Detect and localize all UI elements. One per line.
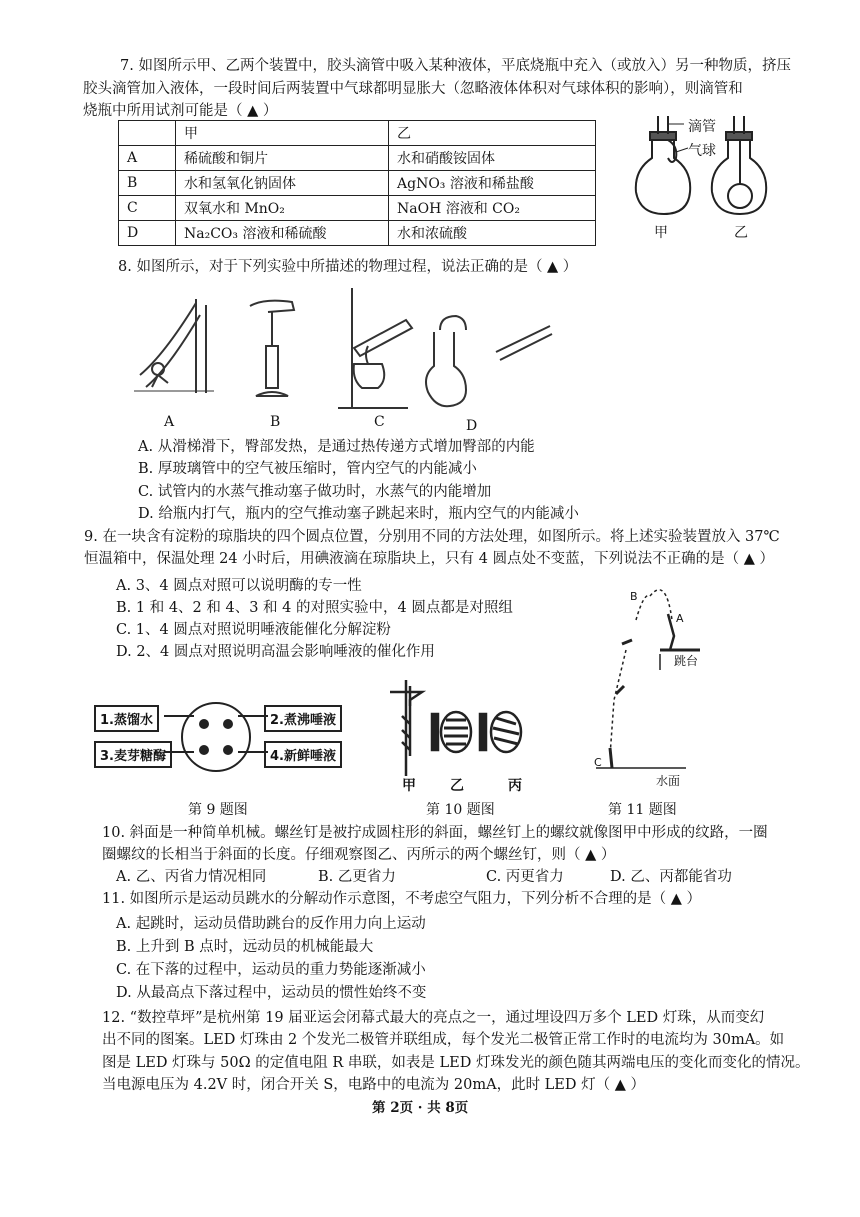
page-number: 第 2页 · 共 8页	[372, 1100, 469, 1116]
fig11-diving-diagram	[596, 580, 736, 780]
fig8-label-a: A	[164, 414, 175, 430]
table-cell: NaOH 溶液和 CO₂	[389, 196, 596, 221]
dropper-label: 滴管	[688, 119, 716, 135]
table-row	[119, 146, 596, 171]
fig11-caption: 第 11 题图	[608, 802, 677, 818]
q8-option-d: D. 给瓶内打气，瓶内的空气推动塞子跳起来时，瓶内空气的内能减小	[138, 506, 579, 522]
q12-stem-line-3: 图是 LED 灯珠与 50Ω 的定值电阻 R 串联，如表是 LED 灯珠发光的颜色随其两端电压的变化而变化的情况。	[102, 1055, 810, 1071]
q10-stem-line-2: 圈螺纹的长相当于斜面的长度。仔细观察图乙、丙所示的两个螺丝钉，则（ ▲ ）	[102, 847, 616, 863]
fig9-box-2: 2.煮沸唾液	[264, 705, 342, 732]
q9-stem-line-1: 9. 在一块含有淀粉的琼脂块的四个圆点位置，分别用不同的方法处理，如图所示。将上述实验装置放入 37℃	[84, 529, 780, 545]
q8-figure-a-slide	[134, 295, 214, 395]
table-cell: C	[119, 196, 176, 221]
flask-jia-label: 甲	[654, 225, 668, 241]
fig11-label-b: B	[630, 590, 638, 603]
fig8-label-c: C	[374, 414, 385, 430]
table-cell: A	[119, 146, 176, 171]
fig9-box-3: 3.麦芽糖酶	[94, 741, 172, 768]
q10-option-b: B. 乙更省力	[318, 869, 396, 885]
q8-figure-d-flask-pump	[426, 312, 556, 412]
flask-yi-label: 乙	[734, 225, 748, 241]
fig10-label-jia: 甲	[402, 778, 416, 794]
balloon-label: 气球	[688, 143, 716, 159]
q8-figure-b-compression-tube	[244, 296, 304, 406]
table-cell: 水和浓硫酸	[389, 221, 596, 246]
q11-stem: 11. 如图所示是运动员跳水的分解动作示意图，不考虑空气阻力，下列分析不合理的是（ ▲ ）	[102, 891, 702, 907]
table-cell: Na₂CO₃ 溶液和稀硫酸	[176, 221, 389, 246]
table-cell: 水和硝酸铵固体	[389, 146, 596, 171]
q7-table	[118, 120, 596, 246]
q11-option-c: C. 在下落的过程中，运动员的重力势能逐渐减小	[116, 962, 426, 978]
q9-option-c: C. 1、4 圆点对照说明唾液能催化分解淀粉	[116, 622, 391, 638]
fig8-label-b: B	[270, 414, 281, 430]
q10-stem-line-1: 10. 斜面是一种简单机械。螺丝钉是被拧成圆柱形的斜面，螺丝钉上的螺纹就像图甲中形成的纹路，一圈	[102, 825, 768, 841]
table-cell: D	[119, 221, 176, 246]
fig11-platform-label: 跳台	[674, 654, 699, 668]
table-cell: 稀硫酸和铜片	[176, 146, 389, 171]
table-row	[119, 196, 596, 221]
table-row	[119, 221, 596, 246]
q9-option-b: B. 1 和 4、2 和 4、3 和 4 的对照实验中，4 圆点都是对照组	[116, 600, 513, 616]
fig10-label-bing: 丙	[508, 778, 522, 794]
q7-stem-line-3: 烧瓶中所用试剂可能是（ ▲ ）	[83, 103, 278, 119]
fig9-caption: 第 9 题图	[188, 802, 248, 818]
fig8-label-d: D	[466, 418, 478, 434]
fig10-screws	[380, 676, 540, 786]
q12-stem-line-2: 出不同的图案。LED 灯珠由 2 个发光二极管并联组成，每个发光二极管正常工作时的电流均为 30mA。如	[102, 1032, 785, 1048]
fig11-label-a: A	[676, 612, 684, 625]
q8-option-b: B. 厚玻璃管中的空气被压缩时，管内空气的内能减小	[138, 461, 477, 477]
table-cell: AgNO₃ 溶液和稀盐酸	[389, 171, 596, 196]
table-cell: 甲	[176, 121, 389, 146]
q11-option-d: D. 从最高点下落过程中，运动员的惯性始终不变	[116, 985, 427, 1001]
fig9-box-1: 1.蒸馏水	[94, 705, 159, 732]
q10-option-c: C. 丙更省力	[486, 869, 564, 885]
fig10-caption: 第 10 题图	[426, 802, 495, 818]
q10-option-d: D. 乙、丙都能省功	[610, 869, 732, 885]
q8-figure-c-test-tube	[332, 284, 422, 414]
q12-stem-line-1: 12. “数控草坪”是杭州第 19 届亚运会闭幕式最大的亮点之一，通过埋设四万多个 LED 灯珠，从而变幻	[102, 1010, 765, 1026]
table-cell: 双氧水和 MnO₂	[176, 196, 389, 221]
q12-stem-line-4: 当电源电压为 4.2V 时，闭合开关 S，电路中的电流为 20mA，此时 LED 灯（ ▲ ）	[102, 1077, 645, 1093]
q10-option-a: A. 乙、丙省力情况相同	[116, 869, 267, 885]
table-cell: B	[119, 171, 176, 196]
table-row	[119, 171, 596, 196]
table-cell: 乙	[389, 121, 596, 146]
table-header-row	[119, 121, 596, 146]
fig11-label-c: C	[594, 756, 602, 769]
q9-stem-line-2: 恒温箱中，保温处理 24 小时后，用碘液滴在琼脂块上，只有 4 圆点处不变蓝，下列说法不正确的是（ ▲ ）	[84, 551, 774, 567]
q9-option-a: A. 3、4 圆点对照可以说明酶的专一性	[116, 578, 362, 594]
table-cell: 水和氢氧化钠固体	[176, 171, 389, 196]
fig9-agar-plate	[164, 700, 268, 774]
table-cell	[119, 121, 176, 146]
q8-stem: 8. 如图所示，对于下列实验中所描述的物理过程，说法正确的是（ ▲ ）	[118, 259, 578, 275]
q8-option-a: A. 从滑梯滑下，臀部发热，是通过热传递方式增加臀部的内能	[138, 439, 535, 455]
fig9-box-4: 4.新鲜唾液	[264, 741, 342, 768]
fig10-label-yi: 乙	[450, 778, 464, 794]
q9-option-d: D. 2、4 圆点对照说明高温会影响唾液的催化作用	[116, 644, 435, 660]
q7-stem-line-1: 7. 如图所示甲、乙两个装置中，胶头滴管中吸入某种液体，平底烧瓶中充入（或放入）另一种物质，挤压	[120, 58, 791, 74]
q7-stem-line-2: 胶头滴管加入液体，一段时间后两装置中气球都明显胀大（忽略液体体积对气球体积的影响），则滴管和	[83, 81, 743, 97]
q11-option-a: A. 起跳时，运动员借助跳台的反作用力向上运动	[116, 916, 426, 932]
q8-option-c: C. 试管内的水蒸气推动塞子做功时，水蒸气的内能增加	[138, 484, 492, 500]
fig11-water-label: 水面	[656, 774, 681, 788]
q11-option-b: B. 上升到 B 点时，远动员的机械能最大	[116, 939, 374, 955]
